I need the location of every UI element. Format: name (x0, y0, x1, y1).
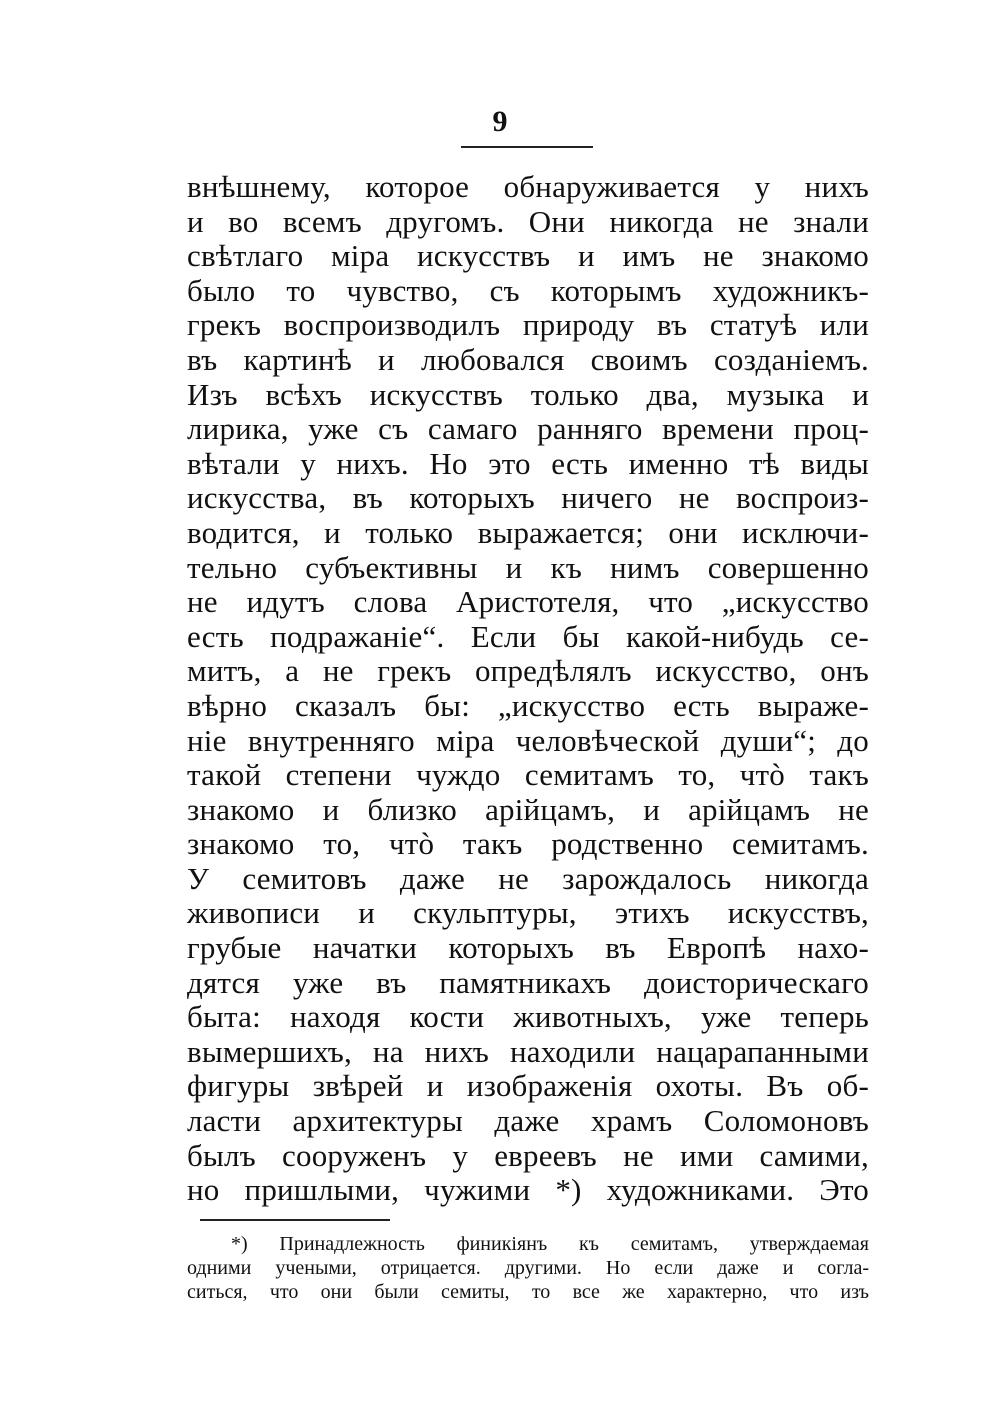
text-line: грекъ воспроизводилъ природу въ статуѣ или (187, 307, 869, 343)
text-line: но пришлыми, чужими *) художниками. Это (187, 1172, 869, 1208)
footnote-line: *) Принадлежность финикіянъ къ семитамъ, утверждаемая (231, 1233, 869, 1255)
text-line: былъ сооруженъ у евреевъ не ими самими, (187, 1137, 869, 1173)
text-line: и во всемъ другомъ. Они никогда не знали (187, 203, 869, 239)
text-line: тельно субъективны и къ нимъ совершенно (187, 549, 869, 585)
text-line: живописи и скульптуры, этихъ искусствъ, (187, 895, 869, 931)
text-line: У семитовъ даже не зарождалось никогда (187, 860, 869, 896)
text-line: свѣтлаго міра искусствъ и имъ не знакомо (187, 238, 869, 274)
footnote-line: ситься, что они были семиты, то все же характерно, что изъ (187, 1281, 869, 1303)
text-line: такой степени чуждо семитамъ то, чтò такъ (187, 757, 869, 793)
text-line: грубые начатки которыхъ въ Европѣ нахо- (187, 930, 869, 966)
page-number: 9 (492, 105, 508, 138)
text-line: фигуры звѣрей и изображенія охоты. Въ об- (187, 1068, 869, 1104)
text-line: Изъ всѣхъ искусствъ только два, музыка и (187, 376, 869, 412)
text-line: не идутъ слова Аристотеля, что „искусство (187, 584, 869, 620)
text-line: ласти архитектуры даже храмъ Соломоновъ (187, 1103, 869, 1139)
footnote-line: одними учеными, отрицается. другими. Но если даже и согла- (187, 1257, 869, 1279)
text-line: лирика, уже съ самаго ранняго времени проц- (187, 411, 869, 447)
footnote (187, 1232, 869, 1304)
text-line: быта: находя кости животныхъ, уже теперь (187, 999, 869, 1035)
text-line: въ картинѣ и любовался своимъ созданіемъ. (187, 341, 869, 377)
body-text (187, 170, 869, 1208)
header-rule (461, 146, 593, 148)
text-line: внѣшнему, которое обнаруживается у нихъ (187, 169, 869, 204)
text-line: знакомо и близко арійцамъ, и арійцамъ не (187, 791, 869, 827)
text-line: вѣрно сказалъ бы: „искусство есть выраже- (187, 687, 869, 723)
text-line: дятся уже въ памятникахъ доисторическаго (187, 964, 869, 1000)
text-line: вѣтали у нихъ. Но это есть именно тѣ виды (187, 445, 869, 481)
text-line: ніе внутренняго міра человѣческой души“; до (187, 722, 869, 758)
text-line: вымершихъ, на нихъ находили нацарапанными (187, 1033, 869, 1069)
text-line: водится, и только выражается; они исключи- (187, 514, 869, 550)
text-line: искусства, въ которыхъ ничего не воспроиз- (187, 480, 869, 516)
footnote-separator (200, 1219, 390, 1221)
text-line: митъ, а не грекъ опредѣлялъ искусство, онъ (187, 653, 869, 689)
text-line: есть подражаніе“. Если бы какой-нибудь се- (187, 618, 869, 654)
text-line: было то чувство, съ которымъ художникъ- (187, 272, 869, 308)
text-line: знакомо то, чтò такъ родственно семитамъ. (187, 826, 869, 862)
